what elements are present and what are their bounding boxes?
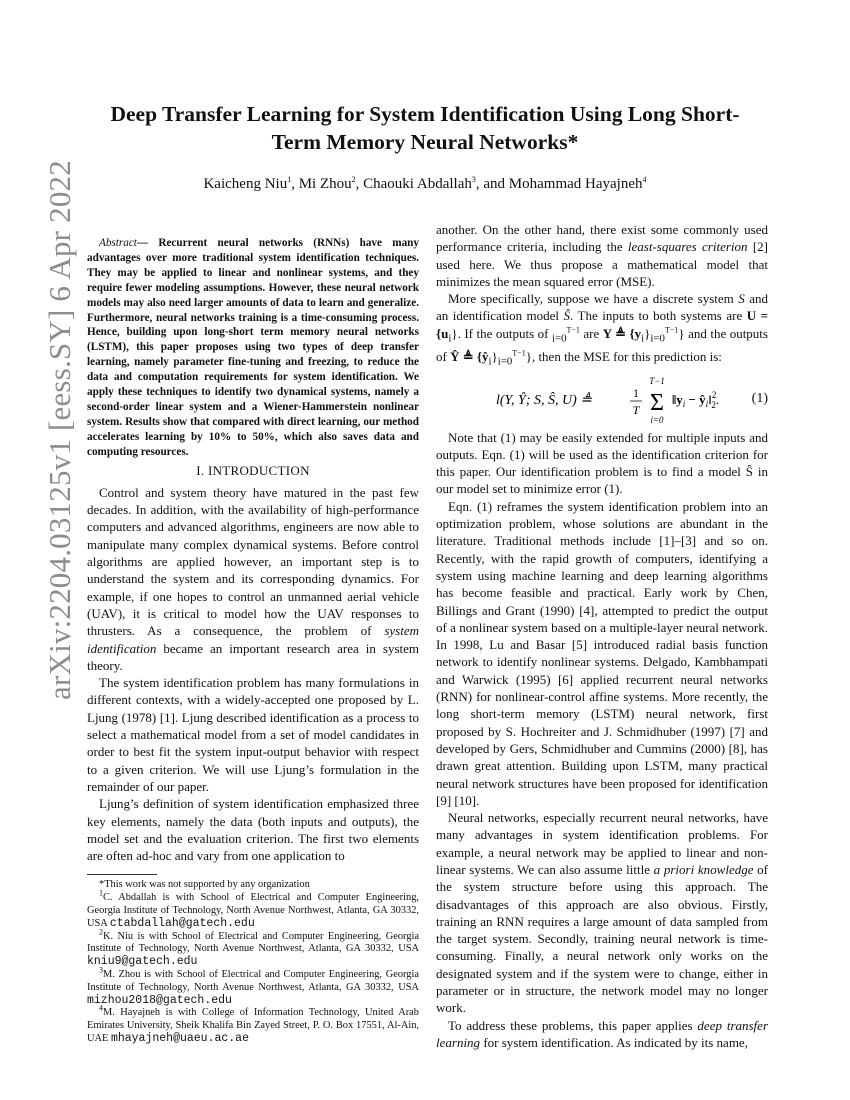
body-paragraph: The system identification problem has many formulations in different contexts, with a widely-accepted one proposed by L. Ljung (1978) [1]. Ljung described identification as a process to select a mathematical model from a set of model candidates in order to best fit the system input-output behavior with respect to a given criterion. We will use Ljung’s formulation in the remainder of our paper. bbox=[87, 675, 419, 794]
emphasis: deep transfer learning bbox=[436, 1017, 768, 1050]
abstract-label: Abstract bbox=[99, 237, 137, 249]
email-address: kniu9@gatech.edu bbox=[87, 955, 198, 969]
author-affiliation-mark: 1 bbox=[287, 175, 292, 184]
body-paragraph: To address these problems, this paper applies deep transfer learning for system identification. As indicated by its name, bbox=[436, 1017, 768, 1050]
footnote: $^2$K. Niu is with School of Electrical and Computer Engineering, Georgia Institute of Technology, North Avenue Northwest, Atlanta, GA 30332, USA kniu9@gatech.edu bbox=[87, 927, 419, 969]
sum-upper-limit: T−1 bbox=[649, 375, 665, 386]
email-address: ctabdallah@gatech.edu bbox=[109, 916, 255, 930]
arxiv-identifier: arXiv:2204.03125v1 [eess.SY] 6 Apr 2022 bbox=[42, 160, 77, 700]
fraction-numerator: 1 bbox=[633, 385, 639, 400]
body-paragraph: Ljung’s definition of system identification emphasized three key elements, namely the data (both inputs and outputs), the model set and the evaluation criterion. The first two elements are often ad-hoc and vary from one application to bbox=[87, 796, 419, 864]
equation-1 bbox=[436, 375, 768, 425]
sum-lower-limit: i=0 bbox=[650, 414, 664, 425]
abstract-text: — Recurrent neural networks (RNNs) have many advantages over more traditional system identification techniques. They may be applied to linear and nonlinear systems, and they require fewer modeling assumptions. However, these neural network models may also need larger amounts of data to learn and generalize. Furthermore, neural networks training is a time-consuming process. Hence, building upon long-short term memory neural networks (LSTM), this paper proposes using two types of deep transfer learning, namely parameter fine-tuning and freezing, to reduce the data and computation requirements for system identification. We apply these techniques to identify two dynamical systems, namely a second-order linear system and a Wiener-Hammerstein nonlinear system. Results show that compared with direct learning, our method accelerates learning by 10% to 50%, which also saves data and computing resources. bbox=[87, 237, 419, 458]
footnote: $^3$M. Zhou is with School of Electrical and Computer Engineering, Georgia Institute of Technology, North Avenue Northwest, Atlanta, GA 30332, USA mizhou2018@gatech.edu bbox=[87, 965, 419, 1007]
right-column bbox=[436, 221, 768, 1051]
author-affiliation-mark: 3 bbox=[471, 175, 476, 184]
emphasis: a priori knowledge bbox=[653, 861, 754, 877]
footnote: $^1$C. Abdallah is with School of Electrical and Computer Engineering, Georgia Institute of Technology, North Avenue Northwest, Atlanta, GA 30332, USA ctabdallah@gatech.edu bbox=[87, 888, 419, 930]
footnote: *This work was not supported by any organization bbox=[99, 879, 310, 891]
body-paragraph: Control and system theory have matured in the past few decades. In addition, with the availability of high-performance computers and advanced algorithms, engineers are now able to manipulate many complex dynamical systems. Before control algorithms are applied however, an important step is to understand the system and its corresponding dynamics. For example, if one hopes to control an unmanned aerial vehicle (UAV), it is critical to model how the UAV responses to thrusters. As a consequence, the problem of system identification became an important research area in system theory. bbox=[87, 484, 419, 673]
sum-symbol: Σ bbox=[650, 389, 664, 416]
body-paragraph: Note that (1) may be easily extended for multiple inputs and outputs. Eqn. (1) will be used as the identification criterion for this paper. Our identification problem is to find a model Ŝ in our model set to minimize error (1). bbox=[436, 429, 768, 497]
email-address: mizhou2018@gatech.edu bbox=[87, 993, 232, 1007]
author-name: Kaicheng Niu bbox=[203, 176, 288, 192]
body-paragraph: More specifically, suppose we have a discrete system S and an identification model Ŝ. The inputs to both systems are $U = \{u_i\}$. If the outputs of $_{i=0}^{T-1}$ are Y ≜ $\{y_i\}_{i=0}^{T-1}$} and the outputs of Ŷ ≜ $\{ŷ_i\}_{i=0}^{T-1}$}, then the MSE for this prediction is: bbox=[436, 291, 769, 368]
author-affiliation-mark: 2 bbox=[351, 175, 356, 184]
emphasis: system identification bbox=[87, 623, 419, 656]
author-name: Mi Zhou bbox=[298, 176, 352, 192]
mse-equation bbox=[496, 375, 746, 425]
body-paragraph: Neural networks, especially recurrent neural networks, have many advantages in system identification problems. For example, a neural network may be applied to linear and non-linear systems. We can also assume little a priori knowledge of the system structure before using this approach. The disadvantages of this approach are also obvious. Firstly, training an RNN requires a large amount of data sampled from the target system. Secondly, training neural network is time-consuming. Finally, a neural network only works on the designated system and if the system were to change, either in parameter or in structure, the network model may no longer work. bbox=[436, 810, 768, 1016]
left-column bbox=[87, 236, 419, 1046]
author-name: Mohammad Hayajneh bbox=[508, 176, 643, 192]
author-affiliation-mark: 4 bbox=[642, 175, 647, 184]
equation-lhs: l(Y, Ŷ; S, Ŝ, U) ≜ bbox=[496, 392, 593, 408]
paper-title: Deep Transfer Learning for System Identification Using Long Short-Term Memory Neural Networks* bbox=[110, 102, 740, 154]
fraction-denominator: T bbox=[632, 402, 640, 417]
footnote-rule bbox=[87, 874, 157, 875]
body-paragraph: Eqn. (1) reframes the system identification problem into an optimization problem, whose solutions are abundant in the literature. Traditional methods include [1]–[3] and so on. Recently, with the rapid growth of computers, identifying a system using machine learning and deep learning algorithms has become feasible and practical. Early work by Chen, Billings and Grant (1990) [4], attempted to predict the output of a nonlinear system based on a multiple-layer neural network. In 1998, Lu and Basar [5] introduced radial basis function network to identify nonlinear systems. Delgado, Kambhampati and Warwick (1995) [6] applied recurrent neural networks (RNN) for nonlinear-control affine systems. More recently, the long short-term memory (LSTM) neural network, first proposed by S. Hochreiter and J. Schmidhuber (1997) [7] and developed by Gers, Schmidhuber and Cummins (2000) [8], has drawn great attention. Building upon LSTM, many practical neural network structures have been proposed for identification [9] [10]. bbox=[436, 498, 768, 808]
body-paragraph: another. On the other hand, there exist some commonly used performance criteria, including the least-squares criterion [2] used here. We thus propose a mathematical model that minimizes the mean squared error (MSE). bbox=[436, 222, 768, 289]
abstract bbox=[87, 236, 419, 460]
footnote: $^4$M. Hayajneh is with College of Information Technology, United Arab Emirates University, Sheik Khalifa Bin Zayed Street, P. O. Box 17551, Al-Ain, UAE mhayajneh@uaeu.ac.ae bbox=[87, 1003, 419, 1045]
author-list: Kaicheng Niu$^1$, Mi Zhou$^2$, Chaouki Abdallah$^3$, and Mohammad Hayajneh$^4$ bbox=[203, 175, 647, 192]
emphasis: least-squares criterion bbox=[627, 239, 748, 255]
equation-number: (1) bbox=[751, 390, 768, 406]
section-heading: I. INTRODUCTION bbox=[196, 462, 310, 478]
equation-body: $‖y_i$ − $ŷ_i‖^2$ 2. bbox=[672, 389, 720, 410]
author-name: Chaouki Abdallah bbox=[363, 176, 472, 192]
email-address: mhayajneh@uaeu.ac.ae bbox=[110, 1031, 249, 1045]
